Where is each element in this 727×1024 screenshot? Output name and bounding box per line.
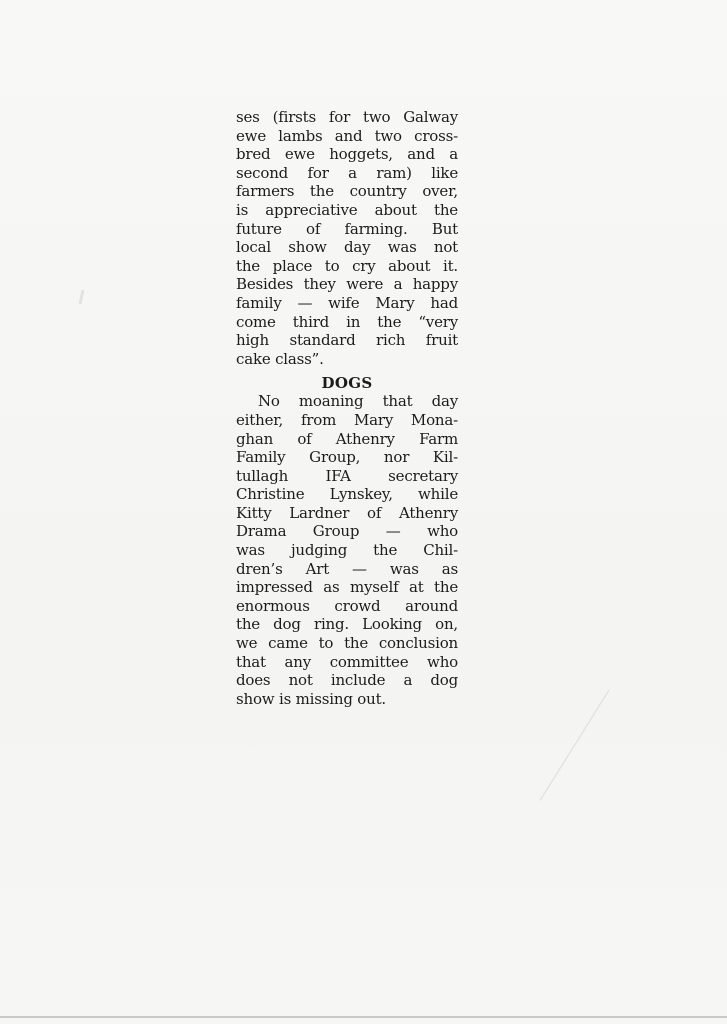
- paper-crease: [540, 690, 610, 801]
- section-heading: DOGS: [321, 374, 373, 393]
- text-line: high standard rich fruit: [236, 331, 458, 350]
- text-line: the place to cry about it.: [236, 256, 458, 275]
- text-line: does not include a dog: [236, 671, 458, 690]
- text-line: that any committee who: [236, 652, 458, 671]
- text-line: show is missing out.: [236, 689, 386, 708]
- text-line: tullagh IFA secretary: [236, 466, 458, 485]
- text-line: ewe lambs and two cross-: [236, 126, 458, 145]
- text-line: come third in the “very: [236, 312, 458, 331]
- text-line: impressed as myself at the: [236, 578, 458, 597]
- text-line: family — wife Mary had: [236, 293, 458, 312]
- text-line: Christine Lynskey, while: [236, 485, 458, 504]
- page-bottom-edge: [0, 1016, 727, 1018]
- text-line: bred ewe hoggets, and a: [236, 145, 458, 164]
- text-line: No moaning that day: [258, 392, 458, 411]
- text-line: we came to the conclusion: [236, 634, 458, 653]
- text-line: dren’s Art — was as: [236, 559, 458, 578]
- text-line: was judging the Chil-: [236, 541, 458, 560]
- text-line: ses (firsts for two Galway: [236, 108, 458, 126]
- text-line: the dog ring. Looking on,: [236, 615, 458, 634]
- text-line: future of farming. But: [236, 219, 458, 238]
- text-line: enormous crowd around: [236, 596, 458, 615]
- text-line: second for a ram) like: [236, 163, 458, 182]
- text-line: Kitty Lardner of Athenry: [236, 503, 458, 522]
- text-line: Drama Group — who: [236, 522, 458, 541]
- text-line: Besides they were a happy: [236, 275, 458, 294]
- text-line: cake class”.: [236, 349, 324, 368]
- text-line: local show day was not: [236, 238, 458, 257]
- newspaper-clipping: [236, 108, 458, 708]
- text-line: ghan of Athenry Farm: [236, 429, 458, 448]
- paragraph-2: [236, 392, 458, 708]
- text-line: Family Group, nor Kil-: [236, 448, 458, 467]
- text-line: is appreciative about the: [236, 200, 458, 219]
- paper-speck: [79, 290, 85, 304]
- text-line: either, from Mary Mona-: [236, 410, 458, 429]
- paragraph-1: [236, 108, 458, 368]
- text-line: farmers the country over,: [236, 182, 458, 201]
